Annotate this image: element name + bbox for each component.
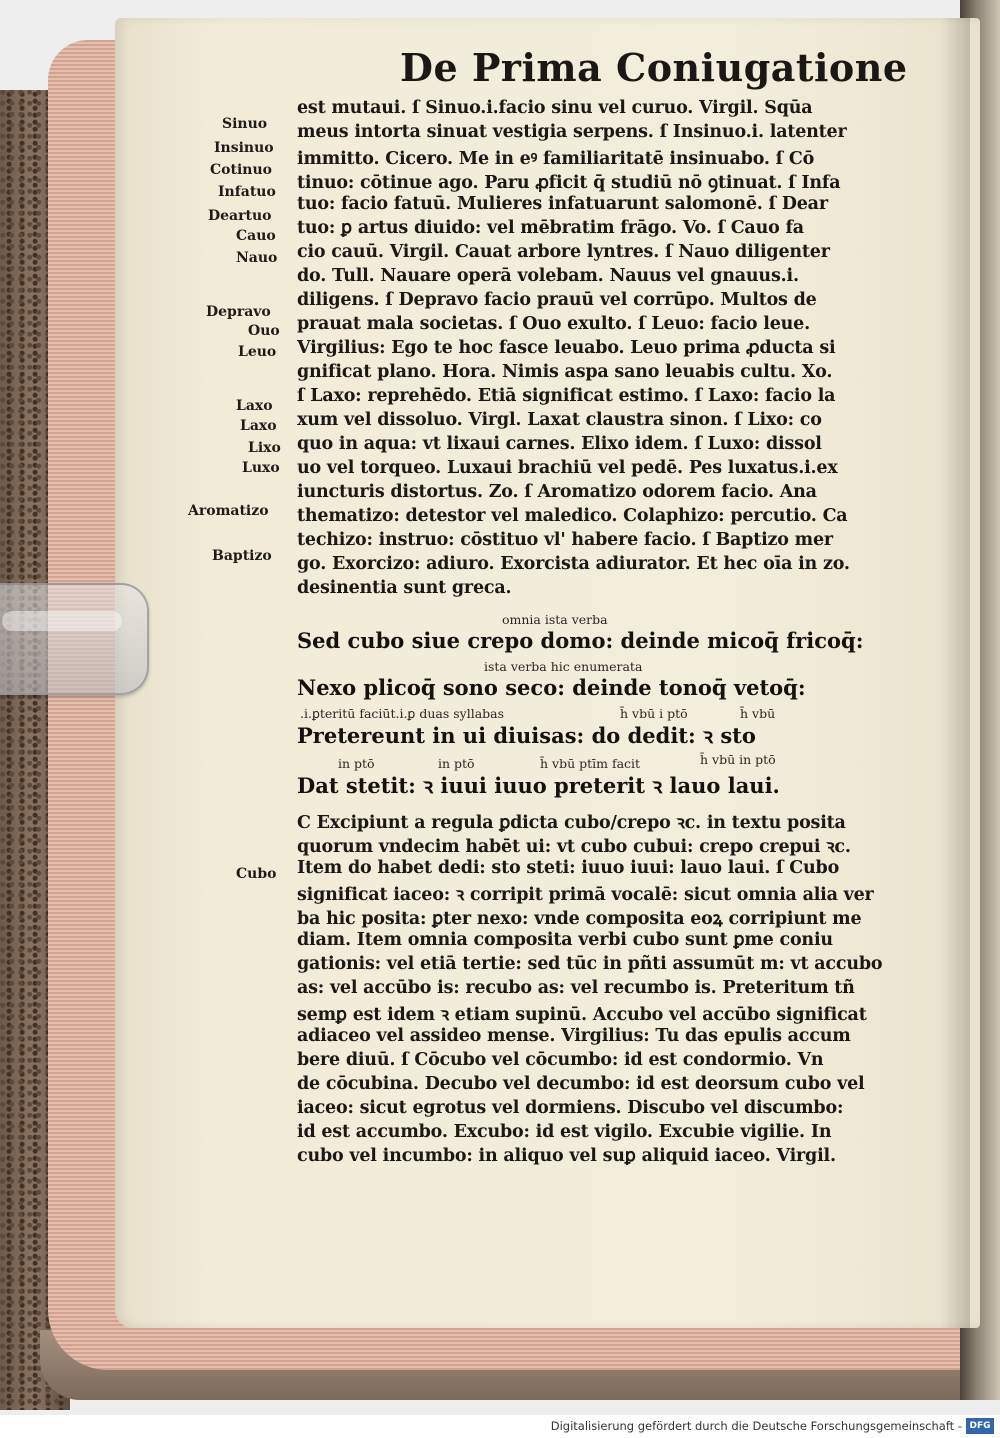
margin-note: Depravo: [206, 304, 271, 320]
text-line: C Excipiunt a regula ꝑdicta cubo/crepo ꝛc. in textu posita: [297, 813, 846, 833]
text-line: ſ Laxo: reprehēdo. Etiā significat estimo. ſ Laxo: facio la: [297, 386, 836, 406]
margin-note: Nauo: [236, 250, 278, 266]
interlinear-gloss: h̄ vbū: [740, 706, 776, 721]
margin-note: Luxo: [242, 460, 280, 476]
margin-note: Leuo: [238, 344, 277, 360]
text-line: quorum vndecim habēt ui: vt cubo cubui: crepo crepui ꝛc.: [297, 837, 851, 857]
margin-note: Insinuo: [214, 140, 274, 156]
verse-line: Sed cubo siue crepo domo: deinde micoq̄ fricoq̄:: [297, 628, 864, 653]
text-line: de cōcubina. Decubo vel decumbo: id est deorsum cubo vel: [297, 1074, 865, 1094]
margin-note: Deartuo: [208, 208, 272, 224]
dfg-logo: DFG: [966, 1418, 994, 1434]
text-line: bere diuū. ſ Cōcubo vel cōcumbo: id est condormio. Vn: [297, 1050, 824, 1070]
text-line: cio cauū. Virgil. Cauat arbore lyntres. ſ Nauo diligenter: [297, 242, 830, 262]
text-line: do. Tull. Nauare operā volebam. Nauus vel gnauus.i.: [297, 266, 799, 286]
text-line: iuncturis distortus. Zo. ſ Aromatizo odorem facio. Ana: [297, 482, 817, 502]
text-line: significat iaceo: ꝛ corripit primā vocalē: sicut omnia alia ver: [297, 885, 874, 905]
margin-note: Cauo: [236, 228, 276, 244]
margin-note: Aromatizo: [188, 503, 269, 519]
text-line: as: vel accūbo is: recubo as: vel recumbo is. Preteritum tñ: [297, 978, 855, 998]
interlinear-gloss: h̄ vbū i ptō: [620, 706, 688, 721]
gutter-shadow: [940, 18, 970, 1328]
footer-bar: [0, 1415, 1000, 1438]
text-line: prauat mala societas. ſ Ouo exulto. ſ Leuo: facio leue.: [297, 314, 810, 334]
text-line: uo vel torqueo. Luxaui brachiū vel pedē. Pes luxatus.i.ex: [297, 458, 838, 478]
text-line: gationis: vel etiā tertie: sed tūc in pñti assumūt m: vt accubo: [297, 954, 883, 974]
margin-note: Laxo: [240, 418, 277, 434]
text-line: diam. Item omnia composita verbi cubo sunt ꝑme coniu: [297, 930, 833, 950]
text-line: gnificat plano. Hora. Nimis aspa sano leuabis cultu. Xo.: [297, 362, 833, 382]
margin-note: Cubo: [236, 866, 277, 882]
text-line: go. Exorcizo: adiuro. Exorcista adiurator. Et hec oīa in zo.: [297, 554, 850, 574]
text-line: ba hic posita: ꝑter nexo: vnde composita eoꝝ corripiunt me: [297, 909, 862, 929]
interlinear-gloss: .i.ꝑteritū faciūt.i.ꝑ duas syllabas: [300, 706, 505, 721]
text-line: tinuo: cōtinue ago. Paru ꝓficit q̄ studiū nō ꝯtinuat. ſ Infa: [297, 173, 841, 193]
margin-note: Sinuo: [222, 116, 268, 132]
text-line: xum vel dissoluo. Virgl. Laxat claustra sinon. ſ Lixo: co: [297, 410, 822, 430]
interlinear-gloss: h̄ vbū in ptō: [700, 752, 776, 767]
margin-note: Infatuo: [218, 184, 276, 200]
text-line: thematizo: detestor vel maledico. Colaphizo: percutio. Ca: [297, 506, 848, 526]
verse-line: Nexo plicoq̄ sono seco: deinde tonoq̄ vetoq̄:: [297, 675, 806, 700]
margin-note: Lixo: [248, 440, 281, 456]
text-line: Item do habet dedi: sto steti: iuuo iuui: lauo laui. ſ Cubo: [297, 858, 840, 878]
interlinear-gloss: omnia ista verba: [502, 612, 608, 627]
margin-note: Ouo: [248, 323, 280, 339]
text-line: adiaceo vel assideo mense. Virgilius: Tu das epulis accum: [297, 1026, 851, 1046]
interlinear-gloss: ista verba hic enumerata: [484, 659, 643, 674]
margin-note: Cotinuo: [210, 162, 272, 178]
text-line: techizo: instruo: cōstituo vl' habere facio. ſ Baptizo mer: [297, 530, 833, 550]
text-line: desinentia sunt greca.: [297, 578, 512, 598]
text-line: semꝑ est idem ꝛ etiam supinū. Accubo vel accūbo significat: [297, 1005, 867, 1025]
text-line: meus intorta sinuat vestigia serpens. ſ Insinuo.i. latenter: [297, 122, 847, 142]
page-heading: De Prima Coniugatione: [400, 45, 908, 90]
text-line: iaceo: sicut egrotus vel dormiens. Discubo vel discumbo:: [297, 1098, 844, 1118]
funding-note: Digitalisierung gefördert durch die Deutsche Forschungsgemeinschaft -: [550, 1419, 962, 1433]
text-line: id est accumbo. Excubo: id est vigilo. Excubie vigilie. In: [297, 1122, 832, 1142]
text-line: tuo: facio fatuū. Mulieres infatuarunt salomonē. ſ Dear: [297, 194, 828, 214]
text-line: cubo vel incumbo: in aliquo vel suꝑ aliquid iaceo. Virgil.: [297, 1146, 836, 1166]
text-line: Virgilius: Ego te hoc fasce leuabo. Leuo prima ꝓducta si: [297, 338, 836, 358]
interlinear-gloss: in ptō: [338, 756, 375, 771]
text-line: immitto. Cicero. Me in eꝰ familiaritatē insinuabo. ſ Cō: [297, 149, 815, 169]
interlinear-gloss: in ptō: [438, 756, 475, 771]
text-line: diligens. ſ Depravo facio prauū vel corrūpo. Multos de: [297, 290, 817, 310]
text-line: tuo: ꝑ artus diuido: vel mēbratim frāgo. Vo. ſ Cauo fa: [297, 218, 804, 238]
plastic-page-clip: [0, 583, 149, 695]
margin-note: Laxo: [236, 398, 273, 414]
text-line: est mutaui. ſ Sinuo.i.facio sinu vel curuo. Virgil. Sqūa: [297, 98, 813, 118]
verse-line: Dat stetit: ꝛ iuui iuuo preterit ꝛ lauo laui.: [297, 773, 780, 798]
interlinear-gloss: h̄ vbū ptīm facit: [540, 756, 641, 771]
verse-line: Pretereunt in ui diuisas: do dedit: ꝛ sto: [297, 723, 756, 748]
margin-note: Baptizo: [212, 548, 272, 564]
text-line: quo in aqua: vt lixaui carnes. Elixo idem. ſ Luxo: dissol: [297, 434, 822, 454]
